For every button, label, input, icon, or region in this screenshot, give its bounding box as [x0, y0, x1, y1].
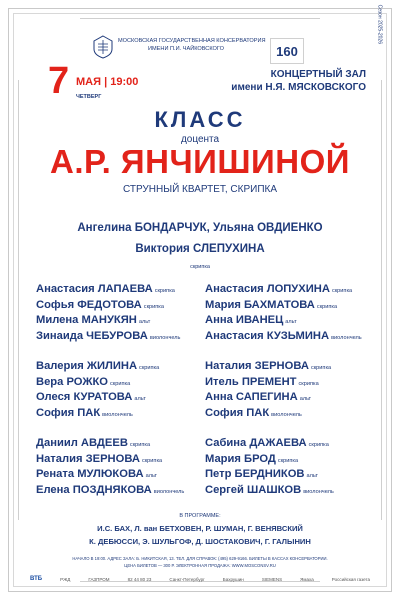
group-3-left	[36, 434, 184, 496]
performer-name: Петр БЕРДНИКОВ	[205, 468, 305, 480]
program-line2: К. ДЕБЮССИ, Э. ШУЛЬГОФ, Д. ШОСТАКОВИЧ, Г. ГАЛЫНИН	[89, 537, 311, 546]
performer-row	[205, 388, 331, 404]
anniversary-160-logo	[270, 38, 304, 64]
performer-role: скрипка	[109, 380, 131, 387]
performer-name: Наталия ЗЕРНОВА	[205, 360, 309, 372]
venue	[216, 68, 366, 94]
performer-role: виолончель	[303, 488, 334, 495]
footer-info-line1: НАЧАЛО В 19:00. АДРЕС ЗАЛА: Б. НИКИТСКАЯ, 13. ТЕЛ. ДЛЯ СПРАВОК: (495) 629-9166. БИЛЕТЫ В КАССАХ КОНСЕРВАТОРИИ.	[72, 556, 328, 561]
conservatory-name	[118, 37, 288, 53]
performer-row	[205, 404, 331, 420]
performer-row	[36, 327, 180, 343]
performer-row	[36, 357, 159, 373]
footer-info-line2: ЦЕНА БИЛЕТОВ — 300 Р. ЭЛЕКТРОННАЯ ПРОДАЖА: WWW.MOSCONSV.RU	[124, 563, 276, 568]
performer-role: скрипка	[143, 303, 164, 310]
performer-role: альт	[145, 473, 157, 479]
venue-line2: имени Н.Я. МЯСКОВСКОГО	[231, 82, 366, 93]
performer-row	[205, 450, 334, 466]
performer-role: скрипка	[316, 303, 338, 310]
performer-row	[205, 373, 331, 389]
teacher-name: А.Р. ЯНЧИШИНОЙ	[50, 143, 350, 180]
sponsor-strip	[30, 574, 370, 584]
title-docent: доцента	[180, 134, 220, 145]
sponsor-logo: Бахрушин	[222, 576, 244, 582]
performer-name: Мария БАХМАТОВА	[205, 298, 315, 311]
performer-row	[36, 404, 159, 420]
performer-name: Анастасия КУЗЬМИНА	[205, 329, 330, 342]
performer-row	[205, 296, 362, 312]
date-month-time: МАЯ | 19:00	[76, 76, 139, 88]
performer-name: Валерия ЖИЛИНА	[36, 360, 138, 372]
deco-line-top	[80, 18, 320, 19]
performer-row	[205, 280, 362, 296]
performer-role: скрипка	[308, 442, 329, 448]
performer-name: Мария БРОД	[205, 452, 276, 465]
performer-name: Анна ИВАНЕЦ	[205, 314, 284, 326]
performer-role: скрипка	[298, 380, 319, 387]
conservatory-name-line1: МОСКОВСКАЯ ГОСУДАРСТВЕННАЯ КОНСЕРВАТОРИЯ	[118, 38, 266, 44]
performer-role: виолончель	[149, 334, 181, 341]
performer-row	[36, 373, 159, 389]
sponsor-logo: 82 44 80 23	[127, 576, 152, 582]
season-label: Сезон 2025-2026	[376, 4, 382, 44]
performer-role: скрипка	[141, 457, 163, 464]
performer-row	[36, 296, 180, 312]
performer-name: Итель ПРЕМЕНТ	[205, 375, 297, 388]
performer-name: Елена ПОЗДНЯКОВА	[36, 483, 152, 496]
performer-row	[205, 434, 334, 450]
conservatory-name-line2: ИМЕНИ П.И. ЧАЙКОВСКОГО	[148, 46, 224, 52]
sponsor-logo: Российская газета	[331, 576, 370, 582]
quartet-line1: Ангелина БОНДАРЧУК, Ульяна ОВДИЕНКО	[77, 222, 323, 234]
performer-name: Анна САПЕГИНА	[205, 391, 298, 403]
performer-row	[36, 388, 159, 404]
title-klass: КЛАСС	[154, 107, 246, 132]
sponsor-logo: Ямаха	[300, 576, 314, 582]
quartet-line2: Виктория СЛЕПУХИНА	[135, 243, 265, 255]
performer-name: Рената МУЛЮКОВА	[36, 468, 144, 480]
performer-row	[36, 280, 180, 296]
group-2-right	[205, 357, 331, 419]
performer-name: София ПАК	[205, 406, 270, 419]
performer-row	[205, 357, 331, 373]
sponsor-logo: ГАЗПРОМ	[88, 576, 110, 582]
performer-name: Вера РОЖКО	[36, 375, 108, 388]
performer-name: Сабина ДАЖАЕВА	[205, 437, 307, 449]
performer-name: Милена МАНУКЯН	[36, 314, 137, 326]
performer-role: скрипка	[154, 288, 175, 294]
sponsor-logo: SIEMENS	[261, 576, 283, 582]
title-subtitle: СТРУННЫЙ КВАРТЕТ, СКРИПКА	[122, 184, 278, 195]
performer-row	[36, 434, 184, 450]
performer-role: альт	[134, 396, 146, 402]
group-1-left	[36, 280, 180, 342]
performer-name: Даниил АВДЕЕВ	[36, 437, 128, 449]
performer-row	[36, 311, 180, 327]
sponsor-logo: Санкт-Петербург	[169, 576, 205, 582]
performer-name: Наталия ЗЕРНОВА	[36, 452, 140, 465]
performer-role: виолончель	[331, 334, 362, 341]
performer-name: Софья ФЕДОТОВА	[36, 298, 142, 311]
program-label: В ПРОГРАММЕ:	[179, 513, 221, 519]
venue-line1: КОНЦЕРТНЫЙ ЗАЛ	[270, 69, 366, 80]
performer-name: Сергей ШАШКОВ	[205, 483, 302, 496]
quartet-role: скрипка	[190, 264, 210, 270]
sponsor-logo: ВТБ	[30, 576, 43, 582]
performer-name: Анастасия ЛОПУХИНА	[205, 283, 330, 295]
performer-role: виолончель	[102, 411, 133, 418]
performer-role: скрипка	[139, 365, 160, 371]
performer-row	[36, 481, 184, 497]
date-weekday: ЧЕТВЕРГ	[76, 94, 102, 100]
performer-row	[36, 465, 184, 481]
performer-role: альт	[306, 473, 318, 479]
date-day-number: 7	[48, 60, 70, 102]
performer-role: скрипка	[310, 365, 332, 371]
performer-row	[205, 327, 362, 343]
performer-name: Зинаида ЧЕБУРОВА	[36, 329, 148, 342]
conservatory-emblem-icon	[92, 35, 114, 59]
performer-row	[205, 465, 334, 481]
performer-role: альт	[299, 396, 312, 402]
performer-name: Анастасия ЛАПАЕВА	[36, 283, 153, 295]
group-2-left	[36, 357, 159, 419]
performer-row	[205, 481, 334, 497]
performer-role: скрипка	[331, 288, 353, 294]
performer-name: Олеся КУРАТОВА	[36, 391, 133, 403]
performer-role: виолончель	[271, 411, 302, 418]
performer-name: София ПАК	[36, 406, 101, 419]
performer-role: альт	[138, 319, 151, 325]
performer-row	[36, 450, 184, 466]
group-1-right	[205, 280, 362, 342]
sponsor-logo: РЖД	[60, 576, 71, 582]
performer-role: скрипка	[277, 457, 299, 464]
performer-role: скрипка	[129, 442, 151, 448]
performer-row	[205, 311, 362, 327]
program-line1: И.С. БАХ, Л. ван БЕТХОВЕН, Р. ШУМАН, Г. ВЕНЯВСКИЙ	[97, 524, 303, 533]
performer-role: виолончель	[153, 488, 185, 495]
anniversary-160-text: 160	[276, 44, 298, 59]
group-3-right	[205, 434, 334, 496]
performer-role: альт	[285, 319, 297, 325]
